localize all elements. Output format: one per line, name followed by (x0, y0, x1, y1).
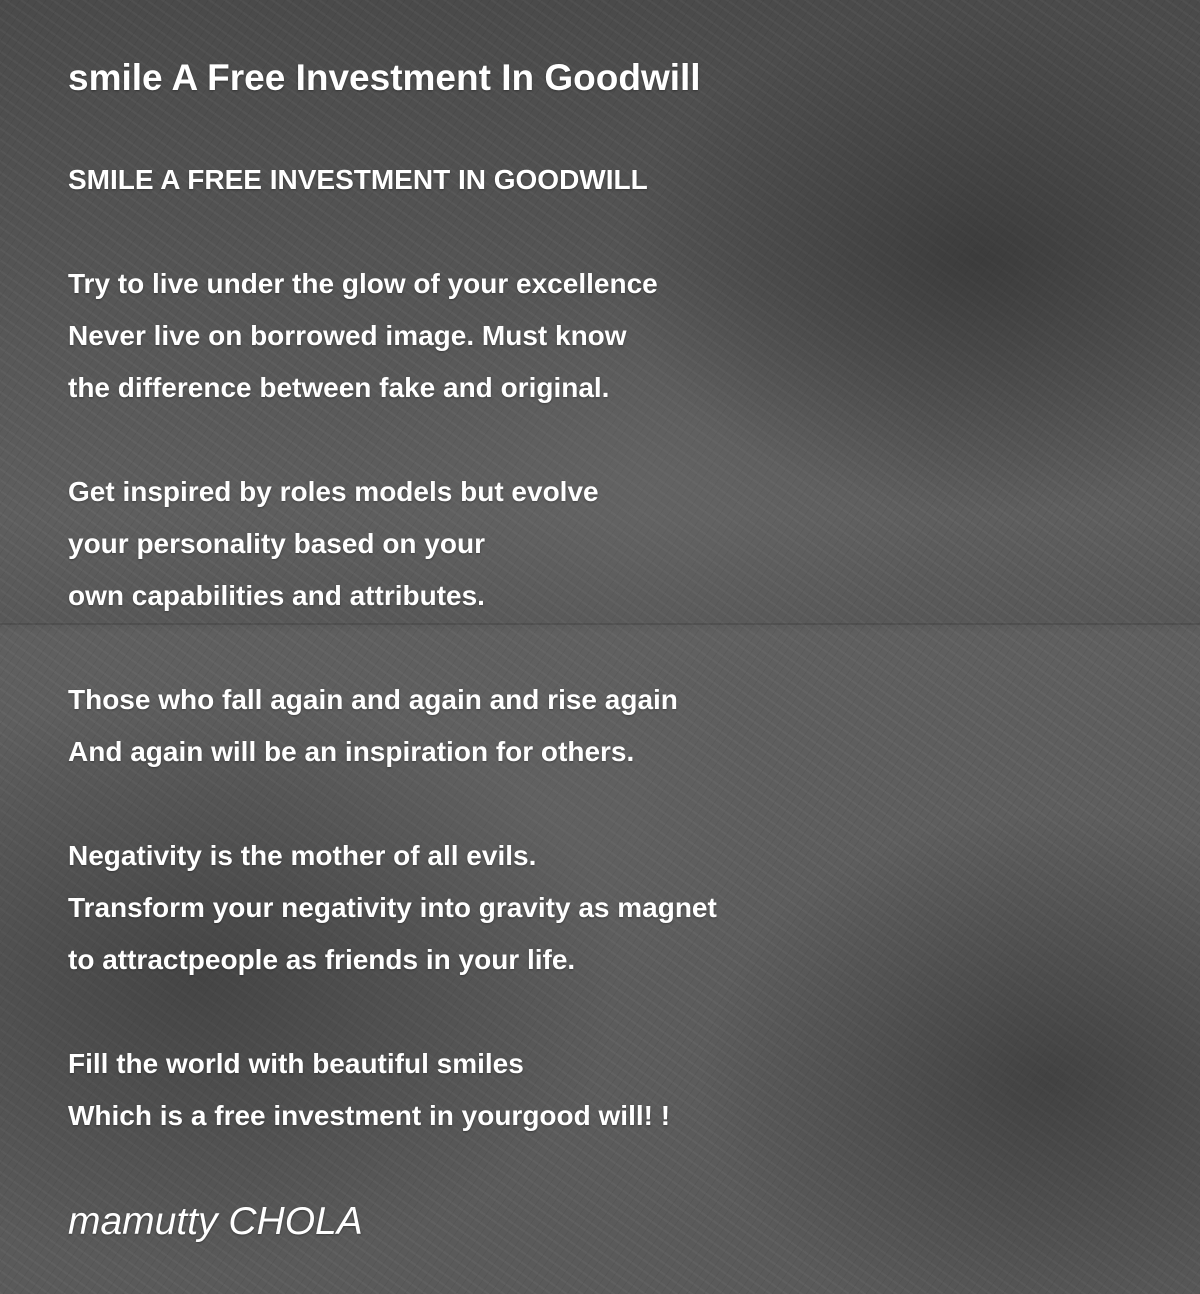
poem-line: Which is a free investment in yourgood will! ! (68, 1100, 671, 1131)
poem-stanza (68, 466, 1148, 622)
poem-stanza (68, 830, 1148, 986)
poem-card (68, 56, 1148, 1248)
poem-line: own capabilities and attributes. (68, 580, 485, 611)
poem-line: the difference between fake and original. (68, 372, 610, 403)
poem-stanza (68, 154, 1148, 206)
poem-title: smile A Free Investment In Goodwill (68, 57, 701, 98)
poem-line: Never live on borrowed image. Must know (68, 320, 627, 351)
poem-line: And again will be an inspiration for others. (68, 736, 635, 767)
poem-line: Fill the world with beautiful smiles (68, 1048, 524, 1079)
poem-line: Negativity is the mother of all evils. (68, 840, 537, 871)
poem-line: SMILE A FREE INVESTMENT IN GOODWILL (68, 164, 648, 195)
poem-line: Try to live under the glow of your excellence (68, 268, 658, 299)
poem-line: to attractpeople as friends in your life. (68, 944, 576, 975)
poem-stanza (68, 258, 1148, 414)
poem-body (68, 154, 1148, 1142)
poem-line: Those who fall again and again and rise again (68, 684, 678, 715)
poem-line: Get inspired by roles models but evolve (68, 476, 599, 507)
poem-line: Transform your negativity into gravity as magnet (68, 892, 717, 923)
poem-line: your personality based on your (68, 528, 485, 559)
poem-stanza (68, 1038, 1148, 1142)
poem-stanza (68, 674, 1148, 778)
poem-author: mamutty CHOLA (68, 1200, 363, 1243)
